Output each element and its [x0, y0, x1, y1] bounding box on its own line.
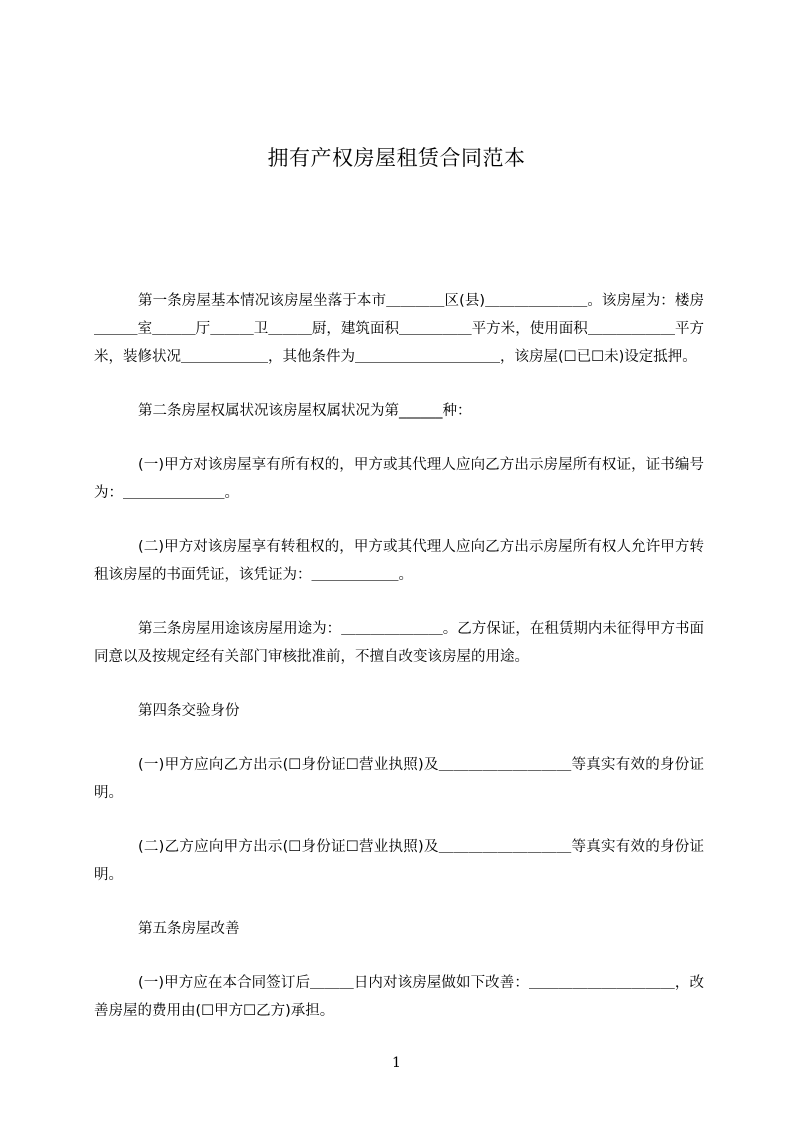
clause-1-property-info: 第一条房屋基本情况该房屋坐落于本市＿＿＿＿区(县)＿＿＿＿＿＿＿。该房屋为：楼房＿＿＿室＿＿＿厅＿＿＿卫＿＿＿厨，建筑面积＿＿＿＿＿平方米，使用面积＿＿＿＿＿＿平方米，装修状况＿＿＿＿＿＿，其他条件为＿＿＿＿＿＿＿＿＿＿，该房屋(☐已☐未)设定抵押。 — [94, 293, 704, 365]
clause-4-item-1: (一)甲方应向乙方出示(☐身份证☐营业执照)及＿＿＿＿＿＿＿＿＿等真实有效的身份证明。 — [94, 757, 704, 801]
document-title: 拥有产权房屋租赁合同范本 — [267, 146, 526, 170]
clause-2-item-2: (二)甲方对该房屋享有转租权的，甲方或其代理人应向乙方出示房屋所有权人允许甲方转租该房屋的书面凭证，该凭证为：＿＿＿＿＿＿。 — [94, 539, 704, 583]
clause-2-ownership-status: 第二条房屋权属状况该房屋权属状况为第______种： — [138, 403, 472, 419]
clause-3-property-use: 第三条房屋用途该房屋用途为：＿＿＿＿＿＿＿。乙方保证，在租赁期内未征得甲方书面同意以及按规定经有关部门审核批准前，不擅自改变该房屋的用途。 — [94, 621, 704, 665]
clause-5-heading: 第五条房屋改善 — [138, 921, 240, 937]
clause-5-item-1: (一)甲方应在本合同签订后＿＿＿日内对该房屋做如下改善：＿＿＿＿＿＿＿＿＿＿，改善房屋的费用由(☐甲方☐乙方)承担。 — [94, 975, 704, 1019]
page-number: 1 — [392, 1055, 401, 1071]
clause-4-item-2: (二)乙方应向甲方出示(☐身份证☐营业执照)及＿＿＿＿＿＿＿＿＿等真实有效的身份证明。 — [94, 839, 704, 883]
clause-2-item-1: (一)甲方对该房屋享有所有权的，甲方或其代理人应向乙方出示房屋所有权证，证书编号为：＿＿＿＿＿＿＿。 — [94, 457, 704, 501]
clause-4-heading: 第四条交验身份 — [138, 703, 240, 719]
document-body — [94, 287, 704, 1051]
